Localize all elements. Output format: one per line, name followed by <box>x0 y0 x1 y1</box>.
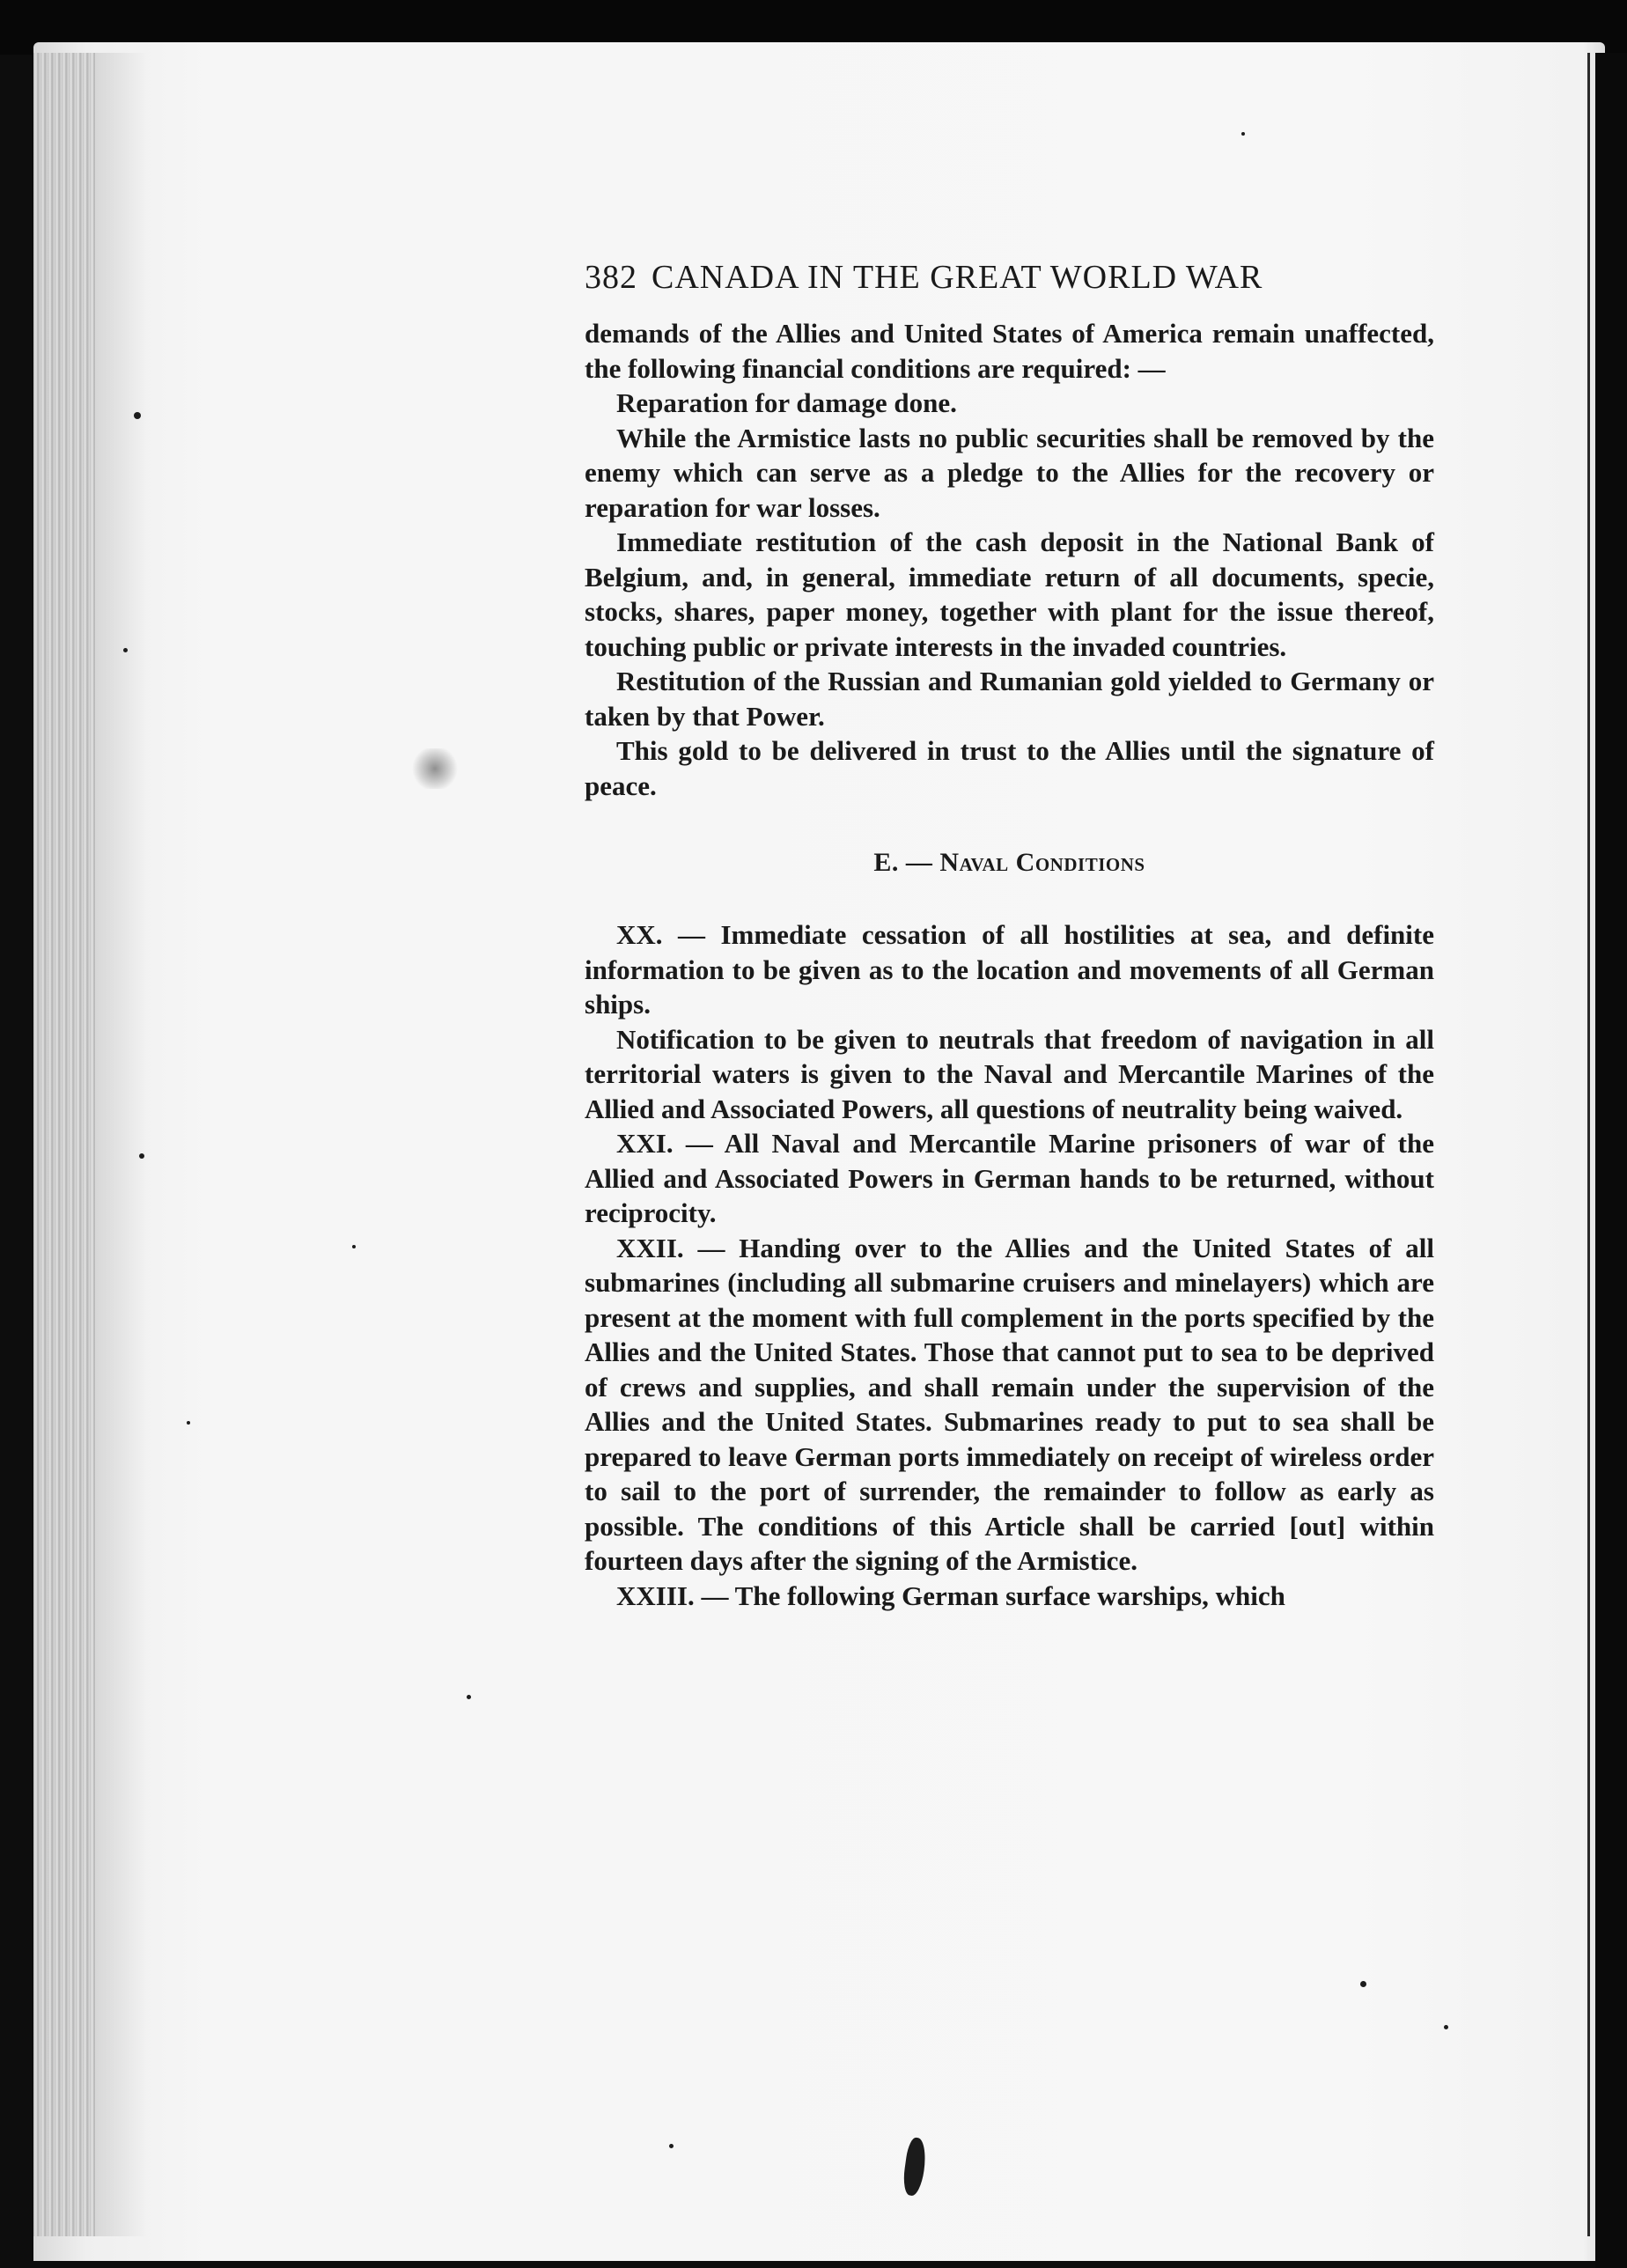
speck <box>123 648 128 652</box>
speck <box>669 2144 674 2148</box>
right-page-edge <box>1587 53 1590 2236</box>
page-number: 382 <box>585 259 637 296</box>
paragraphs-after-heading <box>585 917 1434 1613</box>
paragraph: Notification to be given to neutrals that freedom of navigation in all territorial waters is given to the Naval and Mercantile Marines of the Allied and Associated Powers, all questions of neutrality being waived. <box>585 1023 1434 1124</box>
speck <box>1360 1981 1366 1987</box>
page-text-block <box>585 251 1434 1613</box>
paragraph: demands of the Allies and United States of America remain unaffected, the following financial conditions are required: — <box>585 318 1434 384</box>
running-head-title: CANADA IN THE GREAT WORLD WAR <box>652 259 1263 296</box>
smudge-mark <box>409 748 460 789</box>
spine-shadow <box>95 53 148 2236</box>
speck <box>467 1695 471 1699</box>
speck <box>187 1421 190 1425</box>
paragraph: Immediate restitution of the cash deposit in the National Bank of Belgium, and, in general, immediate return of all documents, specie, stocks, shares, paper money, together with plant for the issue thereof, touching public or private interests in the invaded countries. <box>585 526 1434 662</box>
section-heading: E. — Naval Conditions <box>873 848 1145 877</box>
running-head <box>585 251 1434 304</box>
paragraph: XXII. — Handing over to the Allies and the United States of all submarines (including all submarine cruisers and minelayers) which are present at the moment with full complement in the ports specified by the Allies and the United States. Those that cannot put to sea to be deprived of crews and supplies, and shall remain under the supervision of the Allies and the United States. Submarines ready to put to sea shall be prepared to leave German ports immediately on receipt of wireless order to sail to the port of surrender, the remainder to follow as early as possible. The conditions of this Article shall be carried [out] within fourteen days after the signing of the Armistice. <box>585 1232 1434 1576</box>
paragraphs-before-heading <box>585 316 1434 803</box>
paragraph: Reparation for damage done. <box>616 387 957 418</box>
speck <box>1241 132 1245 136</box>
speck <box>352 1245 356 1248</box>
speck <box>139 1153 144 1159</box>
book-page-edges <box>33 53 95 2236</box>
speck <box>134 412 141 419</box>
scanner-right-border <box>1595 53 1627 2268</box>
paragraph: XXIII. — The following German surface warships, which <box>616 1580 1285 1611</box>
paragraph: XXI. — All Naval and Mercantile Marine prisoners of war of the Allied and Associated Powers in German hands to be returned, without reciprocity. <box>585 1128 1434 1228</box>
paragraph: XX. — Immediate cessation of all hostilities at sea, and definite information to be given as to the location and movements of all German ships. <box>585 919 1434 1020</box>
paragraph: This gold to be delivered in trust to the Allies until the signature of peace. <box>585 735 1434 801</box>
paragraph: Restitution of the Russian and Rumanian gold yielded to Germany or taken by that Power. <box>585 666 1434 732</box>
speck <box>1444 2025 1448 2029</box>
paragraph: While the Armistice lasts no public securities shall be removed by the enemy which can serve as a pledge to the Allies for the recovery or reparation for war losses. <box>585 422 1434 523</box>
